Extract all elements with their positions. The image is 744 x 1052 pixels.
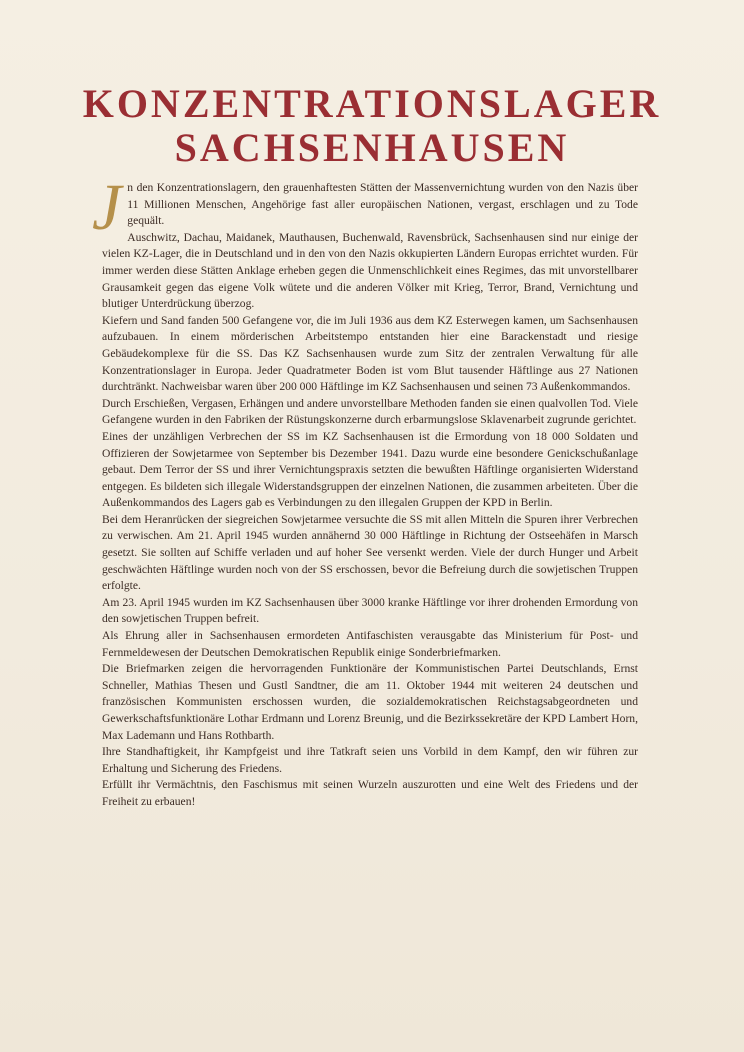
paragraph-2: Auschwitz, Dachau, Maidanek, Mauthausen, Buchenwald, Ravensbrück, Sachsenhausen sind nur einige der vielen KZ-Lager, die in Deutschland und in den von den Nazis okkupierten Ländern Europas errichtet wurden. Für immer werden diese Stätten Anklage erheben gegen die Unmenschlichkeit eines Regimes, das mit unvorstellbarer Grausamkeit gegen das eigene Volk wütete und die anderen Völker mit Krieg, Terror, Brand, Vernichtung und blutiger Unterdrückung überzog.: [102, 230, 638, 311]
paragraph-4: Durch Erschießen, Vergasen, Erhängen und andere unvorstellbare Methoden fanden sie einen qualvollen Tod. Viele Gefangene wurden in den Fabriken der Rüstungskonzerne durch erbarmungslose Sklavenarbeit zugrunde gerichtet.: [102, 396, 638, 427]
paragraph-5: Eines der unzähligen Verbrechen der SS im KZ Sachsenhausen ist die Ermordung von 18 000 Soldaten und Offizieren der Sowjetarmee von September bis Dezember 1941. Dazu wurde eine besondere Genickschußanlage gebaut. Dem Terror der SS und ihrer Vernichtungspraxis setzten die bewußten Häftlinge organisierten Widerstand entgegen. Es bildeten sich illegale Widerstandsgruppen der einzelnen Nationen, die zusammen arbeiteten. Über die Außenkommandos des Lagers gab es Verbindungen zu den illegalen Gruppen der KPD in Berlin.: [102, 429, 638, 510]
document-title-line-2: SACHSENHAUSEN: [174, 125, 570, 170]
drop-cap: J: [92, 171, 122, 244]
paragraph-11: Erfüllt ihr Vermächtnis, den Faschismus mit seinen Wurzeln auszurotten und eine Welt des Friedens und der Freiheit zu erbauen!: [102, 778, 638, 808]
paragraph-1: [92, 171, 638, 244]
document-title-line-1: KONZENTRATIONSLAGER: [82, 81, 662, 126]
paragraph-10: Ihre Standhaftigkeit, ihr Kampfgeist und ihre Tatkraft seien uns Vorbild in dem Kampf, den wir führen zur Erhaltung und Sicherung des Friedens.: [102, 745, 638, 775]
paragraph-8: Als Ehrung aller in Sachsenhausen ermordeten Antifaschisten verausgabte das Ministerium für Post- und Fernmeldewesen der Deutschen Demokratischen Republik einige Sonderbriefmarken.: [102, 629, 638, 659]
paragraph-1-text: n den Konzentrationslagern, den grauenhaftesten Stätten der Massenvernichtung wurden von den Nazis über 11 Millionen Menschen, Angehörige fast aller europäischen Nationen, vergast, erschlagen und zu Tode gequält.: [127, 181, 638, 228]
paragraph-6: Bei dem Heranrücken der siegreichen Sowjetarmee versuchte die SS mit allen Mitteln die Spuren ihrer Verbrechen zu verwischen. Am 21. April 1945 wurden annähernd 30 000 Häftlinge in Richtung der Ostseehäfen in Marsch gesetzt. Sie sollten auf Schiffe verladen und auf hoher See versenkt werden. Viele der durch Hunger und Arbeit geschwächten Häftlinge wurden noch von der SS erschossen, bevor die Befreiung durch die sowjetischen Truppen erfolgte.: [102, 512, 638, 593]
paragraph-3: Kiefern und Sand fanden 500 Gefangene vor, die im Juli 1936 aus dem KZ Esterwegen kamen, um Sachsenhausen aufzubauen. In einem mörderischen Arbeitstempo entstanden hier eine Barackenstadt und riesige Gebäudekomplexe für die SS. Das KZ Sachsenhausen wurde zum Sitz der zentralen Verwaltung für alle Konzentrationslager in Europa. Jeder Quadratmeter Boden ist vom Blut tausender Häftlinge aus 27 Nationen durchtränkt. Nachweisbar waren über 200 000 Häftlinge im KZ Sachsenhausen und seinen 73 Außenkommandos.: [102, 313, 638, 394]
document-body: [92, 171, 638, 811]
paragraph-9: Die Briefmarken zeigen die hervorragenden Funktionäre der Kommunistischen Partei Deutschlands, Ernst Schneller, Mathias Thesen und Gustl Sandtner, die am 11. Oktober 1944 mit weiteren 24 deutschen und französischen Kommunisten erschossen wurden, die sozialdemokratischen Reichstagsabgeordneten und Gewerkschaftsfunktionäre Lothar Erdmann und Lorenz Breunig, und die Bezirkssekretäre der KPD Lambert Horn, Max Lademann und Hans Rothbarth.: [102, 662, 638, 742]
paragraph-7: Am 23. April 1945 wurden im KZ Sachsenhausen über 3000 kranke Häftlinge vor ihrer drohenden Ermordung von den sowjetischen Truppen befreit.: [102, 595, 638, 626]
